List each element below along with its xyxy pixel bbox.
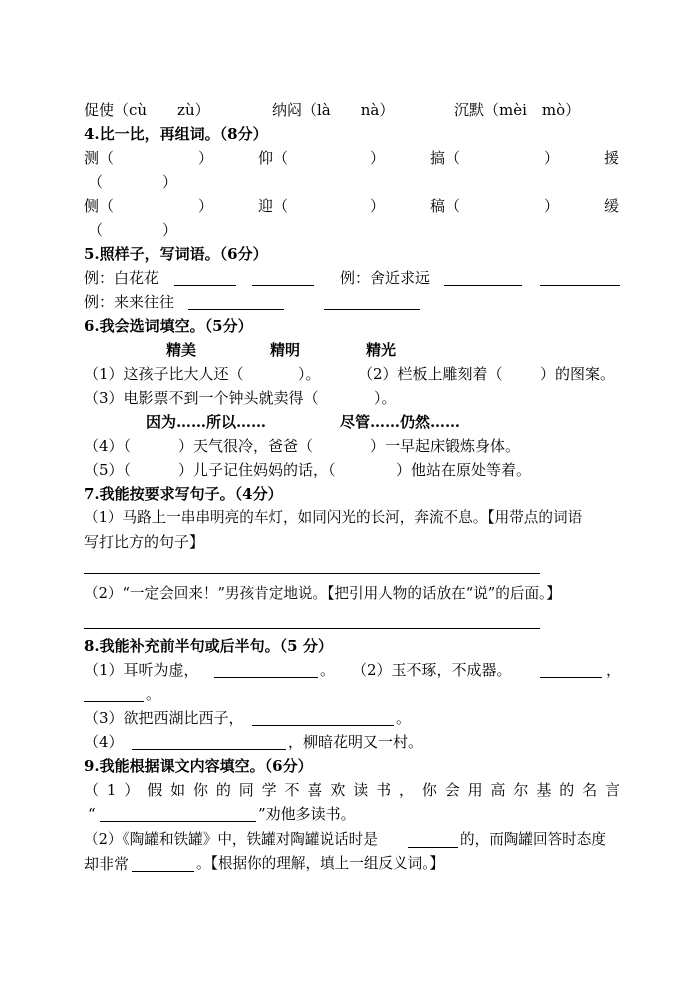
q6-s4-b: ）天气很冷，爸爸（: [178, 437, 314, 455]
q7-answer-line-1[interactable]: [84, 573, 540, 574]
q7-title: 7.我能按要求写句子。（4分）: [84, 485, 283, 503]
q4-row2-d: ）: [370, 197, 386, 215]
q4-row2-f: ）: [544, 197, 560, 215]
q4-row2-b: ）: [198, 197, 214, 215]
q4-row2-e: 稿（: [430, 197, 461, 215]
q6-s2-a: （2）栏板上雕刻着（: [358, 365, 503, 383]
q5-blank-1a[interactable]: [174, 285, 236, 286]
q8-s4-end: ，柳暗花明又一村。: [288, 733, 424, 751]
q7-s2: （2）“一定会回来！”男孩肯定地说。【把引用人物的话放在“说”的后面。】: [84, 585, 561, 602]
q4-row2-g: 缓: [604, 197, 620, 215]
q6-word-3: 精光: [366, 341, 397, 359]
q9-s2-b: 的，而陶罐回答时态度: [460, 831, 606, 848]
q5-blank-3a[interactable]: [188, 309, 284, 310]
q4-row2-c: 迎（: [258, 197, 289, 215]
q8-s2-end: 。: [146, 685, 162, 703]
q6-s3-b: ）。: [374, 389, 397, 407]
q9-blank-2a[interactable]: [408, 847, 458, 848]
q8-s1-end: 。: [320, 661, 336, 679]
q6-s2-b: ）的图案。: [540, 365, 616, 383]
q5-blank-2a[interactable]: [444, 285, 522, 286]
q6-s1-b: ）。: [298, 365, 321, 383]
q4-row1-g: 援: [604, 149, 620, 167]
q6-word-1: 精美: [166, 341, 197, 359]
q8-blank-1[interactable]: [214, 677, 318, 678]
q6-word-2: 精明: [270, 341, 301, 359]
q4-title: 4.比一比，再组词。（8分）: [84, 125, 268, 143]
q9-s1-quote-open: “: [88, 805, 96, 823]
q5-title: 5.照样子，写词语。（6分）: [84, 245, 268, 263]
q8-s1: （1）耳听为虚，: [84, 661, 199, 679]
q4-row2-wrap-open: （: [88, 221, 104, 239]
q4-row1-b: ）: [198, 149, 214, 167]
q8-blank-4[interactable]: [132, 749, 286, 750]
q4-row1-a: 测（: [84, 149, 115, 167]
q8-s3: （3）欲把西湖比西子，: [84, 709, 244, 727]
q9-blank-1[interactable]: [100, 821, 256, 822]
q8-blank-2a[interactable]: [540, 677, 602, 678]
q9-s2-c: 却非常: [84, 855, 130, 873]
q4-row1-d: ）: [370, 149, 386, 167]
q6-s1-a: （1）这孩子比大人还（: [84, 365, 244, 383]
q9-s2-d: 。【根据你的理解，填上一组反义词。】: [196, 855, 445, 872]
q6-conj-1: 因为……所以……: [146, 413, 267, 431]
q4-row1-wrap-open: （: [88, 173, 104, 191]
q6-s3-a: （3）电影票不到一个钟头就卖得（: [84, 389, 319, 407]
q9-s2-a: （2）《陶罐和铁罐》中，铁罐对陶罐说话时是: [84, 831, 378, 848]
q5-blank-1b[interactable]: [252, 285, 314, 286]
q4-row1-wrap-close: ）: [162, 173, 178, 191]
pinyin-item-2: 纳闷（là nà）: [272, 101, 395, 119]
q4-row1-f: ）: [544, 149, 560, 167]
q9-blank-2b[interactable]: [132, 871, 194, 872]
q5-example-3: 例：来来往往: [84, 293, 175, 311]
q6-title: 6.我会选词填空。（5分）: [84, 317, 253, 335]
q5-blank-2b[interactable]: [540, 285, 620, 286]
q8-blank-3[interactable]: [252, 725, 394, 726]
q6-s5-c: ）他站在原处等着。: [396, 461, 532, 479]
q9-s1-quote-close: ”劝他多读书。: [258, 805, 356, 823]
q9-title: 9.我能根据课文内容填空。（6分）: [84, 757, 313, 775]
q8-s3-end: 。: [396, 709, 412, 727]
q6-conj-2: 尽管……仍然……: [340, 413, 461, 431]
q4-row1-c: 仰（: [258, 149, 289, 167]
q7-s1-line2: 写打比方的句子】: [84, 533, 205, 551]
q7-answer-line-2[interactable]: [84, 628, 540, 629]
q4-row2-wrap-close: ）: [162, 221, 178, 239]
q8-title: 8.我能补充前半句或后半句。（5 分）: [84, 637, 333, 655]
q6-s4-a: （4）（: [84, 437, 132, 455]
q8-s2: （2）玉不琢，不成器。: [352, 661, 512, 679]
pinyin-item-1: 促使（cù zù）: [84, 101, 210, 119]
q8-s4: （4）: [84, 733, 124, 751]
q7-s1-line1: （1）马路上一串串明亮的车灯，如同闪光的长河，奔流不息。【用带点的词语: [84, 509, 583, 526]
q5-example-1: 例：白花花: [84, 269, 160, 287]
q5-blank-3b[interactable]: [324, 309, 420, 310]
q9-s1-line1: （1）假如你的同学不喜欢读书，你会用高尔基的名言: [84, 781, 620, 799]
q6-s5-b: ）儿子记住妈妈的话，（: [178, 461, 336, 479]
q6-s4-c: ）一早起床锻炼身体。: [370, 437, 521, 455]
q5-example-2: 例：舍近求远: [340, 269, 431, 287]
q4-row1-e: 搞（: [430, 149, 461, 167]
q4-row2-a: 侧（: [84, 197, 115, 215]
q8-blank-2b[interactable]: [84, 701, 144, 702]
pinyin-item-3: 沉默（mèi mò）: [454, 101, 581, 119]
q8-s2-sep: ，: [606, 661, 622, 679]
q6-s5-a: （5）（: [84, 461, 132, 479]
